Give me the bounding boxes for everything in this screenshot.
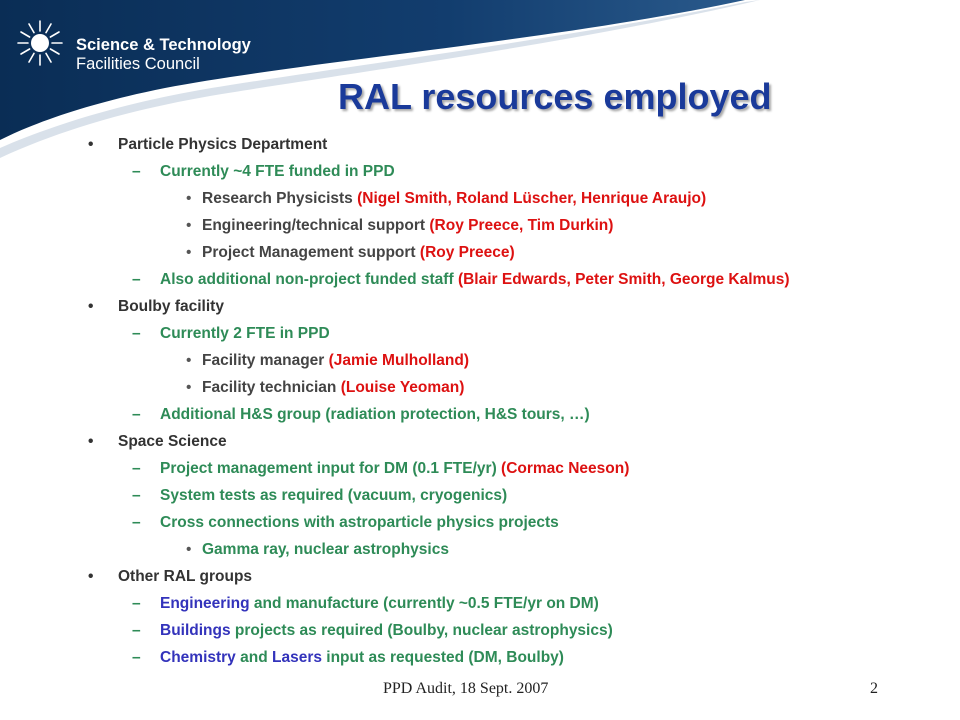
dash-marker: – (132, 514, 141, 531)
bullet-marker: • (88, 298, 94, 315)
bullet-text: Boulby facility (118, 298, 224, 315)
dash-marker: – (132, 487, 141, 504)
bullet-text: Project management input for DM (0.1 FTE/yr) (Cormac Neeson) (160, 460, 630, 477)
bullet-text: Additional H&S group (radiation protection, H&S tours, …) (160, 406, 590, 423)
bullet-marker: • (186, 190, 192, 207)
bullet-text: Project Management support (Roy Preece) (202, 244, 515, 261)
bullet-marker: • (186, 244, 192, 261)
logo-text-line2: Facilities Council (76, 55, 200, 73)
bullet-marker: • (186, 541, 192, 558)
bullet-text: Engineering and manufacture (currently ~0.5 FTE/yr on DM) (160, 595, 599, 612)
bullet-text: Currently 2 FTE in PPD (160, 325, 330, 342)
logo-text-line1: Science & Technology (76, 36, 251, 54)
bullet-text: Facility technician (Louise Yeoman) (202, 379, 465, 396)
bullet-text: Also additional non-project funded staff (Blair Edwards, Peter Smith, George Kalmus) (160, 271, 790, 288)
dash-marker: – (132, 460, 141, 477)
dash-marker: – (132, 595, 141, 612)
bullet-text: Cross connections with astroparticle physics projects (160, 514, 559, 531)
bullet-marker: • (88, 568, 94, 585)
bullet-text: Buildings projects as required (Boulby, nuclear astrophysics) (160, 622, 613, 639)
bullet-marker: • (88, 433, 94, 450)
dash-marker: – (132, 163, 141, 180)
bullet-text: Research Physicists (Nigel Smith, Roland Lüscher, Henrique Araujo) (202, 190, 707, 207)
dash-marker: – (132, 406, 141, 423)
bullet-text: Facility manager (Jamie Mulholland) (202, 352, 470, 369)
bullet-text: Currently ~4 FTE funded in PPD (160, 163, 395, 180)
bullet-marker: • (88, 136, 94, 153)
page-number: 2 (870, 680, 878, 697)
footer-text: PPD Audit, 18 Sept. 2007 (383, 680, 549, 697)
bullet-text: System tests as required (vacuum, cryogenics) (160, 487, 508, 504)
dash-marker: – (132, 325, 141, 342)
bullet-text: Particle Physics Department (118, 136, 328, 153)
bullet-marker: • (186, 217, 192, 234)
bullet-text: Other RAL groups (118, 568, 253, 585)
bullet-marker: • (186, 379, 192, 396)
dash-marker: – (132, 622, 141, 639)
dash-marker: – (132, 649, 141, 666)
bullet-marker: • (186, 352, 192, 369)
bullet-text: Space Science (118, 433, 227, 450)
dash-marker: – (132, 271, 141, 288)
bullet-text: Chemistry and Lasers input as requested (DM, Boulby) (160, 649, 564, 666)
slide-title: RAL resources employed (338, 76, 772, 117)
bullet-text: Gamma ray, nuclear astrophysics (202, 541, 449, 558)
bullet-text: Engineering/technical support (Roy Preece, Tim Durkin) (202, 217, 614, 234)
